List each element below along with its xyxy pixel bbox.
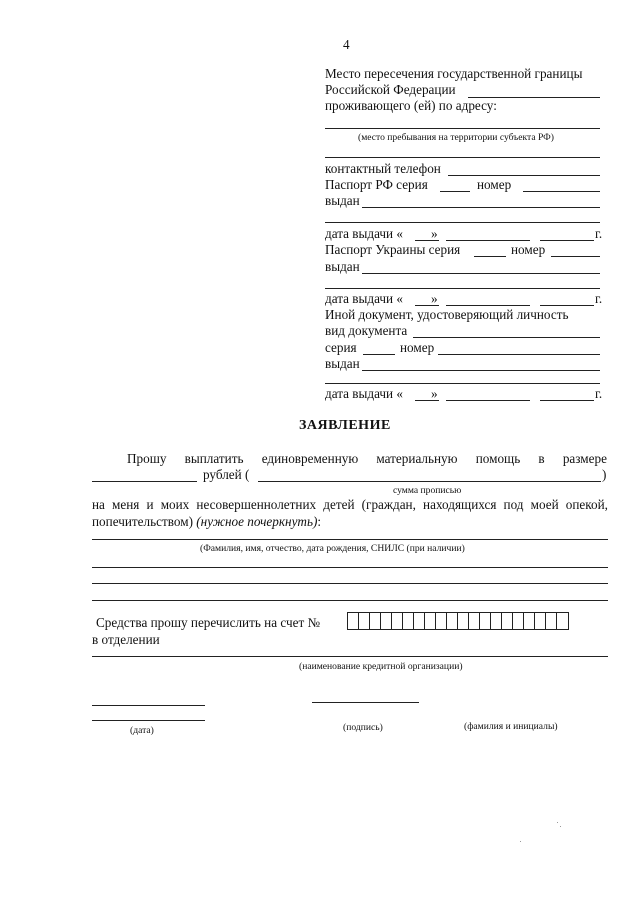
ua-passport-series-label: Паспорт Украины серия: [325, 242, 461, 257]
rubles-label: рублей (: [203, 467, 250, 482]
rf-passport-day-field[interactable]: [415, 240, 439, 241]
colon: :: [317, 514, 322, 529]
word: и: [146, 497, 154, 512]
date-quote-close: »: [431, 226, 438, 241]
residence-field[interactable]: [325, 128, 600, 129]
account-digit-cell[interactable]: [447, 613, 458, 629]
account-digit-cell[interactable]: [425, 613, 436, 629]
date-quote-close: »: [431, 291, 438, 306]
other-doc-series-label: серия: [325, 340, 357, 355]
persons-field-4[interactable]: [92, 600, 608, 601]
account-digit-cell[interactable]: [414, 613, 425, 629]
ua-passport-issued-field[interactable]: [362, 273, 600, 274]
date-quote-close: »: [431, 386, 438, 401]
word: детей: [323, 497, 355, 512]
word: под: [503, 497, 524, 512]
word: выплатить: [184, 451, 244, 466]
bank-name-caption: (наименование кредитной организации): [299, 661, 463, 672]
residence-caption: (место пребывания на территории субъекта РФ): [358, 132, 554, 143]
account-digit-cell[interactable]: [513, 613, 524, 629]
ua-passport-number-field[interactable]: [551, 256, 600, 257]
contact-phone-label: контактный телефон: [325, 161, 441, 176]
ua-passport-number-label: номер: [511, 242, 546, 257]
other-doc-year-suffix: г.: [595, 386, 603, 401]
account-digit-cell[interactable]: [436, 613, 447, 629]
word: размере: [562, 451, 607, 466]
date-field-2[interactable]: [92, 720, 205, 721]
word: (граждан,: [361, 497, 416, 512]
ua-passport-series-field[interactable]: [474, 256, 506, 257]
scan-speck: [560, 826, 561, 827]
account-digit-cell[interactable]: [348, 613, 359, 629]
ua-passport-year-field[interactable]: [540, 305, 594, 306]
account-digit-cell[interactable]: [480, 613, 491, 629]
word: моих: [160, 497, 190, 512]
word: в: [538, 451, 545, 466]
word: опекой,: [565, 497, 608, 512]
account-digit-cell[interactable]: [491, 613, 502, 629]
russian-federation-label: Российской Федерации: [325, 82, 456, 97]
other-doc-month-field[interactable]: [446, 400, 530, 401]
scan-speck: [520, 841, 521, 842]
rf-passport-issued-field-2[interactable]: [325, 222, 600, 223]
account-number-field[interactable]: [347, 612, 569, 630]
request-line-4: [92, 514, 321, 530]
guardianship-text: попечительством): [92, 514, 193, 529]
persons-field-3[interactable]: [92, 583, 608, 584]
other-doc-number-field[interactable]: [438, 354, 600, 355]
statement-title: ЗАЯВЛЕНИЕ: [299, 418, 391, 433]
other-document-label: Иной документ, удостоверяющий личность: [325, 307, 569, 322]
persons-field-1[interactable]: [92, 539, 608, 540]
bank-name-field[interactable]: [92, 656, 608, 657]
rf-passport-issued-label: выдан: [325, 193, 360, 208]
rf-passport-series-field[interactable]: [440, 191, 470, 192]
ua-passport-month-field[interactable]: [446, 305, 530, 306]
word: помощь: [475, 451, 521, 466]
account-digit-cell[interactable]: [524, 613, 535, 629]
request-line-3: [92, 497, 608, 513]
word: находящихся: [423, 497, 497, 512]
date-caption: (дата): [130, 725, 154, 736]
name-initials-caption: (фамилия и инициалы): [464, 721, 558, 732]
word: моей: [530, 497, 559, 512]
account-digit-cell[interactable]: [381, 613, 392, 629]
signature-field-top[interactable]: [312, 702, 419, 703]
other-doc-issued-label: выдан: [325, 356, 360, 371]
scan-speck: [557, 822, 558, 823]
account-digit-cell[interactable]: [469, 613, 480, 629]
word: материальную: [376, 451, 458, 466]
amount-in-words-caption: сумма прописью: [393, 485, 462, 496]
account-digit-cell[interactable]: [458, 613, 469, 629]
rf-passport-number-field[interactable]: [523, 191, 600, 192]
border-crossing-label: Место пересечения государственной границы: [325, 66, 583, 81]
strike-note: (нужное почеркнуть): [196, 514, 318, 529]
amount-field[interactable]: [92, 481, 197, 482]
branch-label: в отделении: [92, 632, 160, 647]
persons-field-2[interactable]: [92, 567, 608, 568]
account-digit-cell[interactable]: [546, 613, 557, 629]
residence-field-2[interactable]: [325, 157, 600, 158]
address-label: проживающего (ей) по адресу:: [325, 98, 497, 113]
other-doc-issued-field-2[interactable]: [325, 383, 600, 384]
rubles-paren-close: ): [602, 467, 607, 482]
other-doc-series-field[interactable]: [363, 354, 395, 355]
word: несовершеннолетних: [196, 497, 317, 512]
rf-passport-year-field[interactable]: [540, 240, 594, 241]
ua-passport-day-field[interactable]: [415, 305, 439, 306]
date-field-1[interactable]: [92, 705, 205, 706]
other-doc-issued-field[interactable]: [362, 370, 600, 371]
signature-caption: (подпись): [343, 722, 383, 733]
amount-in-words-field[interactable]: [258, 481, 601, 482]
rf-passport-number-label: номер: [477, 177, 512, 192]
account-digit-cell[interactable]: [359, 613, 370, 629]
account-digit-cell[interactable]: [392, 613, 403, 629]
rf-passport-month-field[interactable]: [446, 240, 530, 241]
account-digit-cell[interactable]: [502, 613, 513, 629]
word: единовременную: [261, 451, 359, 466]
account-digit-cell[interactable]: [535, 613, 546, 629]
word: Прошу: [127, 451, 167, 466]
document-type-field[interactable]: [413, 337, 600, 338]
date-prefix: дата выдачи «: [325, 291, 403, 306]
account-digit-cell[interactable]: [403, 613, 414, 629]
word: на: [92, 497, 105, 512]
ua-passport-issued-field-2[interactable]: [325, 288, 600, 289]
request-line-1: [127, 451, 607, 467]
account-label: Средства прошу перечислить на счет №: [96, 615, 321, 630]
date-prefix: дата выдачи «: [325, 226, 403, 241]
contact-phone-field[interactable]: [448, 175, 600, 176]
other-doc-day-field[interactable]: [415, 400, 439, 401]
page-number: 4: [343, 37, 350, 52]
persons-caption: (Фамилия, имя, отчество, дата рождения, СНИЛС (при наличии): [200, 543, 465, 554]
other-doc-number-label: номер: [400, 340, 435, 355]
ua-passport-year-suffix: г.: [595, 291, 603, 306]
word: меня: [112, 497, 140, 512]
other-doc-year-field[interactable]: [540, 400, 594, 401]
account-digit-cell[interactable]: [370, 613, 381, 629]
date-prefix: дата выдачи «: [325, 386, 403, 401]
account-digit-cell[interactable]: [557, 613, 568, 629]
rf-passport-year-suffix: г.: [595, 226, 603, 241]
ua-passport-issued-label: выдан: [325, 259, 360, 274]
rf-passport-issued-field[interactable]: [362, 207, 600, 208]
document-type-label: вид документа: [325, 323, 408, 338]
rf-passport-series-label: Паспорт РФ серия: [325, 177, 428, 192]
